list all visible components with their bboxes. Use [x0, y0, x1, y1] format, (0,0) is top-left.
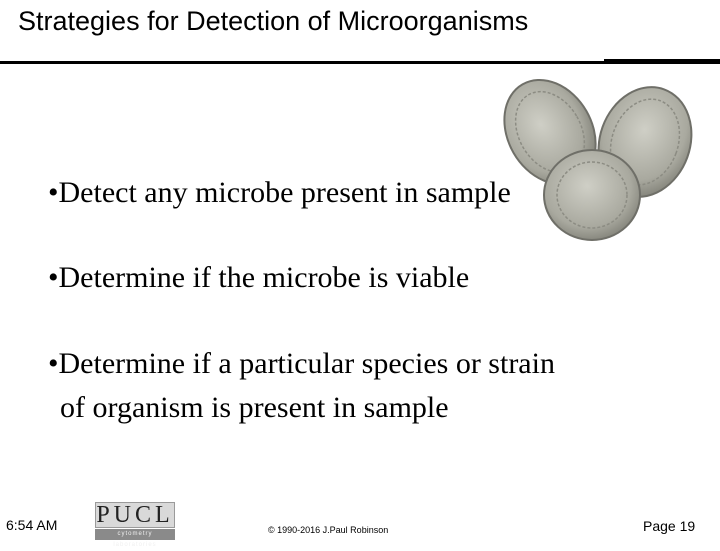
logo-wordmark: PUCL	[96, 502, 174, 528]
logo-subtext: cytometry laboratories	[95, 529, 175, 540]
footer-time: 6:54 AM	[6, 517, 58, 533]
bullet-item-3: •Determine if a particular species or strain	[48, 347, 555, 380]
bullet-item-1: •Detect any microbe present in sample	[48, 176, 511, 209]
copyright-notice: © 1990-2016 J.Paul Robinson	[268, 525, 389, 535]
bullet-item-2: •Determine if the microbe is viable	[48, 261, 470, 294]
slide-title: Strategies for Detection of Microorganisms	[18, 6, 529, 36]
bullet-item-3-continuation: of organism is present in sample	[60, 391, 449, 424]
page-number: Page 19	[643, 518, 696, 534]
pucl-logo	[95, 502, 175, 548]
